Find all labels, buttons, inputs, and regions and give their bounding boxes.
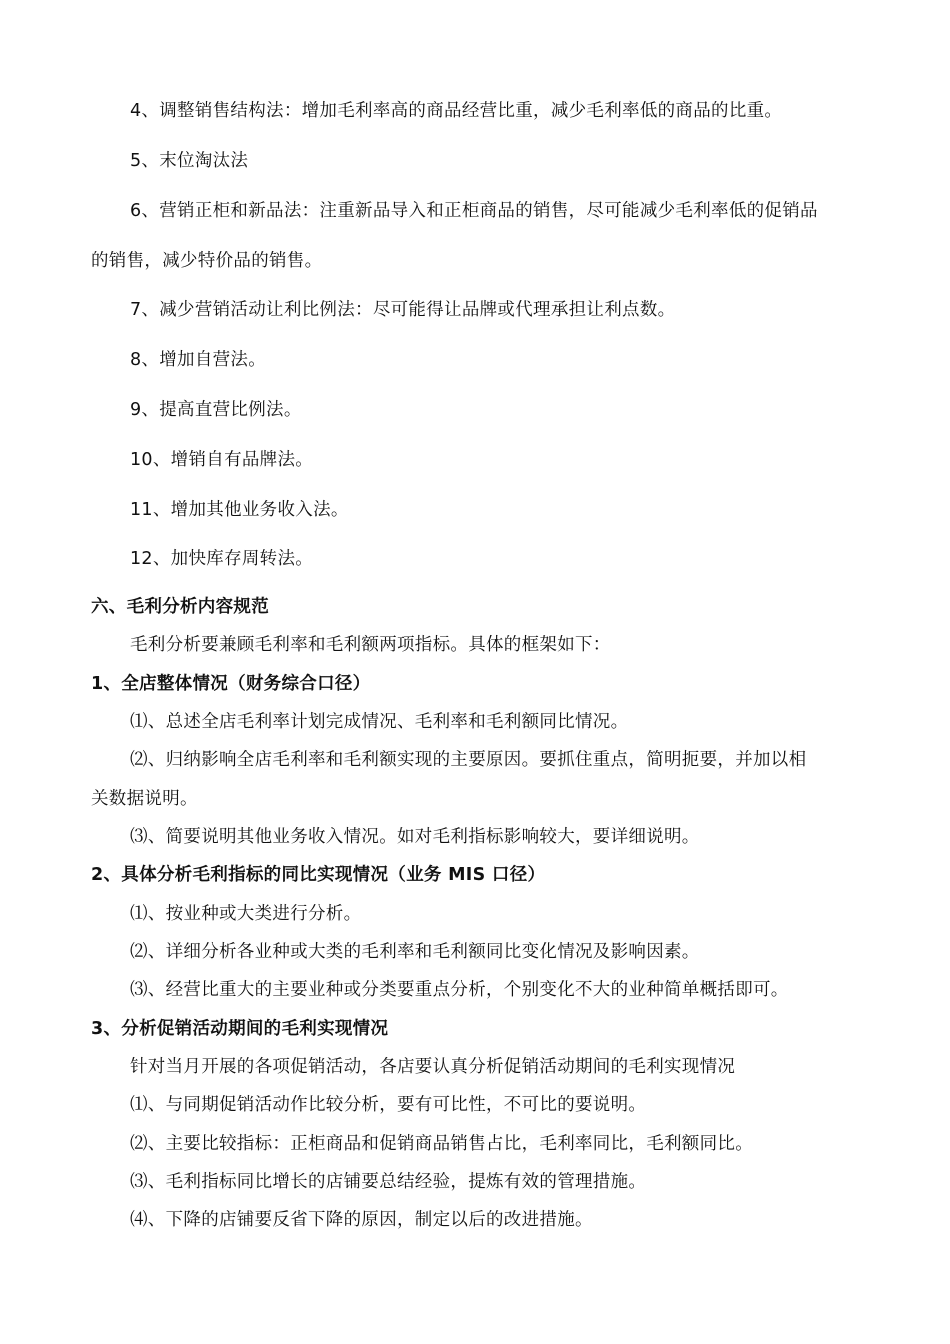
part-3-heading: 3、分析促销活动期间的毛利实现情况 bbox=[91, 1019, 389, 1039]
part-2-heading: 2、具体分析毛利指标的同比实现情况（业务 MIS 口径） bbox=[91, 865, 546, 885]
part-3-item-2: ⑵、主要比较指标：正柜商品和促销商品销售占比，毛利率同比，毛利额同比。 bbox=[130, 1134, 753, 1154]
part-1-item-2-continued: 关数据说明。 bbox=[91, 789, 198, 809]
part-3-intro: 针对当月开展的各项促销活动，各店要认真分析促销活动期间的毛利实现情况 bbox=[130, 1057, 736, 1077]
method-6-continued: 的销售，减少特价品的销售。 bbox=[91, 251, 323, 271]
section-6-intro: 毛利分析要兼顾毛利率和毛利额两项指标。具体的框架如下： bbox=[130, 635, 611, 655]
part-3-item-1: ⑴、与同期促销活动作比较分析，要有可比性，不可比的要说明。 bbox=[130, 1095, 647, 1115]
part-2-item-1: ⑴、按业种或大类进行分析。 bbox=[130, 904, 362, 924]
section-6-heading: 六、毛利分析内容规范 bbox=[91, 597, 269, 617]
part-1-item-2: ⑵、归纳影响全店毛利率和毛利额实现的主要原因。要抓住重点，简明扼要，并加以相 bbox=[130, 750, 807, 770]
method-9: 9、提高直营比例法。 bbox=[130, 400, 302, 420]
part-3-item-3: ⑶、毛利指标同比增长的店铺要总结经验，提炼有效的管理措施。 bbox=[130, 1172, 647, 1192]
method-6: 6、营销正柜和新品法：注重新品导入和正柜商品的销售，尽可能减少毛利率低的促销品 bbox=[130, 201, 818, 221]
method-7: 7、减少营销活动让利比例法：尽可能得让品牌或代理承担让利点数。 bbox=[130, 300, 676, 320]
method-12: 12、加快库存周转法。 bbox=[130, 549, 314, 569]
method-5: 5、末位淘汰法 bbox=[130, 151, 249, 171]
method-11: 11、增加其他业务收入法。 bbox=[130, 500, 349, 520]
method-10: 10、增销自有品牌法。 bbox=[130, 450, 314, 470]
part-1-heading: 1、全店整体情况（财务综合口径） bbox=[91, 674, 371, 694]
part-2-item-3: ⑶、经营比重大的主要业种或分类要重点分析，个别变化不大的业种简单概括即可。 bbox=[130, 980, 789, 1000]
part-3-item-4: ⑷、下降的店铺要反省下降的原因，制定以后的改进措施。 bbox=[130, 1210, 593, 1230]
method-4: 4、调整销售结构法：增加毛利率高的商品经营比重，减少毛利率低的商品的比重。 bbox=[130, 101, 783, 121]
part-1-item-3: ⑶、简要说明其他业务收入情况。如对毛利指标影响较大，要详细说明。 bbox=[130, 827, 700, 847]
method-8: 8、增加自营法。 bbox=[130, 350, 267, 370]
part-2-item-2: ⑵、详细分析各业种或大类的毛利率和毛利额同比变化情况及影响因素。 bbox=[130, 942, 700, 962]
part-1-item-1: ⑴、总述全店毛利率计划完成情况、毛利率和毛利额同比情况。 bbox=[130, 712, 629, 732]
